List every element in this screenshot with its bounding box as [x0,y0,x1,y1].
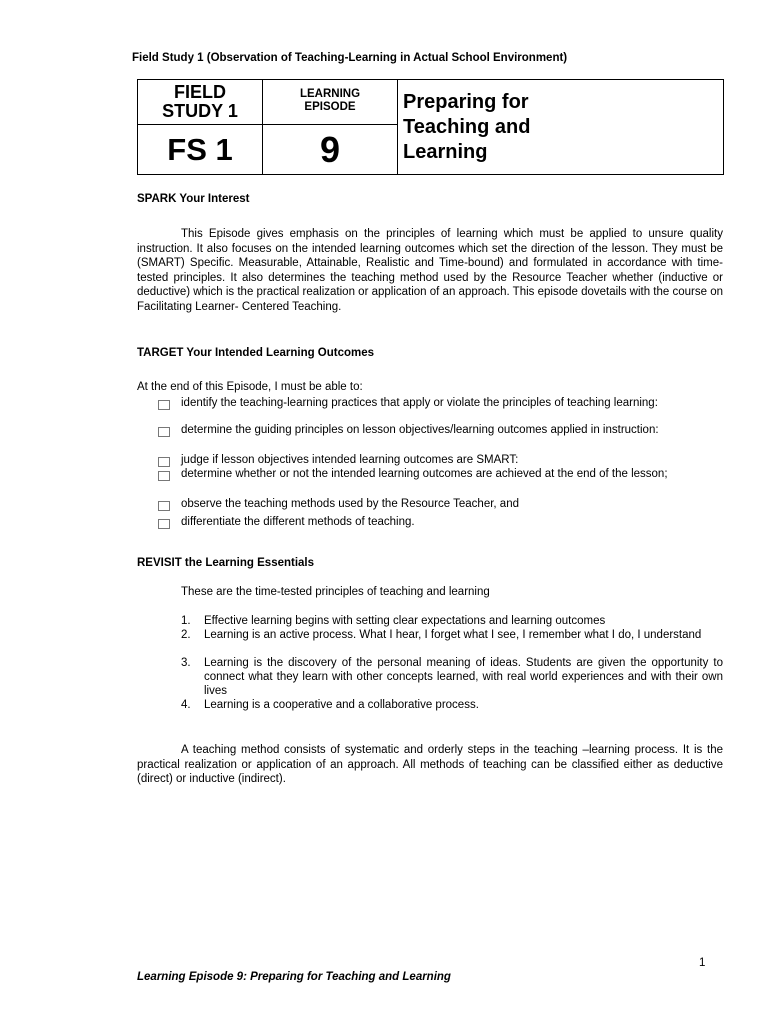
principle-item [181,698,723,712]
principle-number: 1. [181,615,191,627]
bullet-box-icon [158,501,170,511]
revisit-heading: REVISIT the Learning Essentials [137,557,315,569]
outcome-item [158,518,728,528]
title-box [137,79,724,175]
bullet-box-icon [158,427,170,437]
episode-title-line1: Preparing for [403,90,529,113]
spark-paragraph [137,227,723,314]
principle-number: 2. [181,629,191,641]
principle-number: 3. [181,657,191,669]
outcome-text: identify the teaching-learning practices that apply or violate the principles of teaching learning: [181,397,658,409]
learning-episode-label-line1: LEARNING [299,88,361,100]
episode-title-line2: Teaching and [403,115,531,138]
field-study-label-line2: STUDY 1 [162,101,238,121]
bullet-box-icon [158,400,170,410]
learning-episode-label-line2: EPISODE [304,101,356,113]
outcome-item [158,470,728,480]
outcome-item [158,456,728,466]
outcome-text: determine the guiding principles on lesson objectives/learning outcomes applied in instruction: [181,424,659,436]
field-study-label [138,80,263,125]
bullet-box-icon [158,519,170,529]
teaching-method-paragraph [137,743,723,787]
outcome-item [158,500,728,510]
outcome-text: judge if lesson objectives intended learning outcomes are SMART: [181,454,519,466]
fs-code: FS 1 [138,125,263,175]
page-footer: Learning Episode 9: Preparing for Teaching and Learning [137,971,451,983]
outcome-item [158,426,728,436]
bullet-box-icon [158,471,170,481]
outcome-text: determine whether or not the intended learning outcomes are achieved at the end of the lesson; [181,468,668,480]
spark-heading: SPARK Your Interest [137,193,250,205]
principle-item [181,656,723,698]
outcome-item [158,399,728,409]
document-header: Field Study 1 (Observation of Teaching-Learning in Actual School Environment) [132,52,568,64]
principle-text: Learning is an active process. What I hear, I forget what I see, I remember what I do, I understand [204,629,702,641]
outcome-text: observe the teaching methods used by the Resource Teacher, and [181,498,519,510]
target-intro: At the end of this Episode, I must be able to: [137,381,363,393]
learning-episode-label [263,80,398,125]
principle-item [181,614,723,628]
principle-text: Learning is a cooperative and a collaborative process. [204,699,479,711]
teaching-method-text: A teaching method consists of systematic and orderly steps in the teaching –learning process. It is the practical realization or application of an approach. All methods of teaching can be classified either as deductive (direct) or inductive (indirect). [137,744,723,785]
episode-title [398,80,724,175]
principle-text: Effective learning begins with setting clear expectations and learning outcomes [204,615,606,627]
target-heading: TARGET Your Intended Learning Outcomes [137,347,375,359]
principle-text: Learning is the discovery of the personal meaning of ideas. Students are given the opportunity to connect what they learn with other concepts learned, with real world experiences and with their own lives [204,657,723,697]
outcome-text: differentiate the different methods of teaching. [181,516,415,528]
episode-title-line3: Learning [403,140,488,163]
principle-item [181,628,723,642]
page-number: 1 [699,957,706,969]
principle-number: 4. [181,699,191,711]
field-study-label-line1: FIELD [174,82,226,102]
bullet-box-icon [158,457,170,467]
revisit-intro: These are the time-tested principles of teaching and learning [181,586,490,598]
episode-number: 9 [263,125,398,175]
spark-paragraph-text: This Episode gives emphasis on the principles of learning which must be applied to unsure quality instruction. It also focuses on the intended learning outcomes which set the direction of the lesson. They must be (SMART) Specific. Measurable, Attainable, Realistic and Time-bound) and formulated in accordance with time-tested principles. It also determines the teaching method used by the Resource Teacher whether (inductive or deductive) which is the practical realization or application of an approach. This episode dovetails with the course on Facilitating Learner- Centered Teaching. [137,228,723,313]
